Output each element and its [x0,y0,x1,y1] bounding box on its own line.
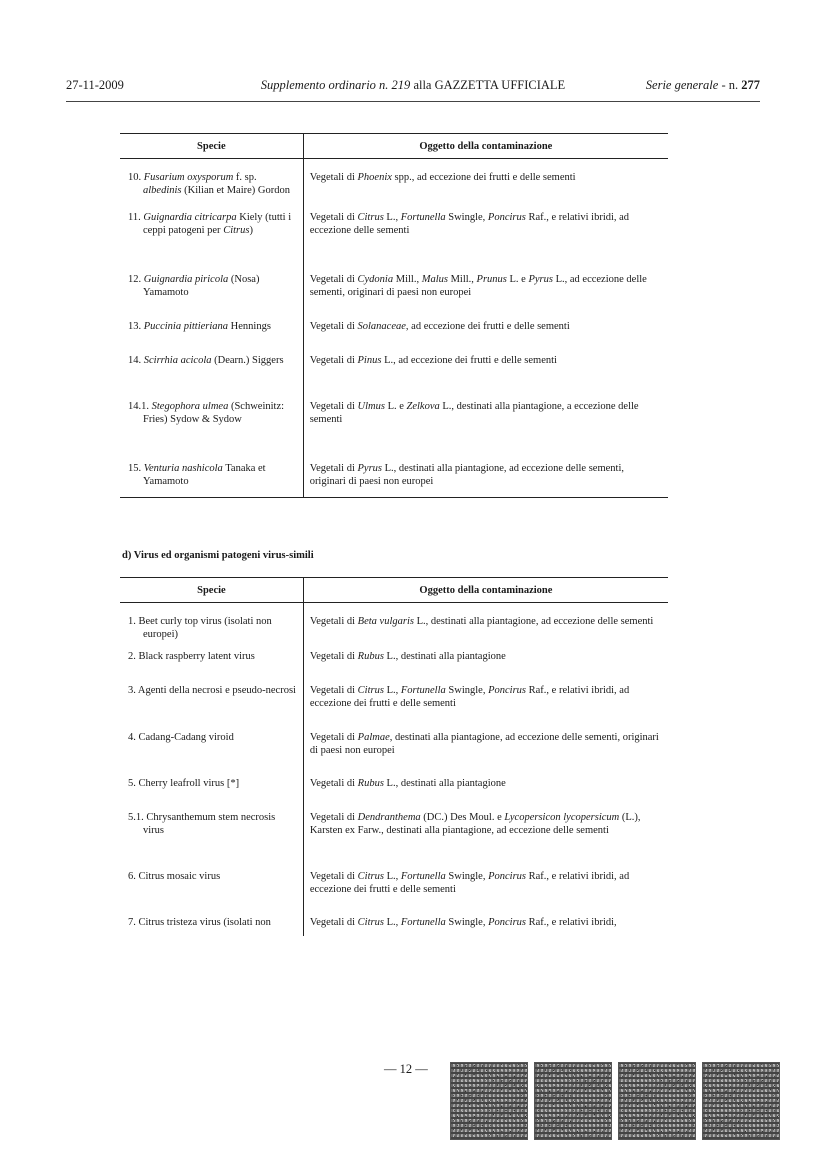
table-row [120,273,668,320]
header-date: 27-11-2009 [66,78,124,92]
species-name [128,916,297,929]
species-name [128,320,297,333]
contamination-object-cell [303,159,668,211]
italic-term: Dendranthema [357,811,421,823]
species-name [128,731,297,744]
species-cell [120,462,303,498]
species-name [128,615,297,641]
text-run: 13. [128,320,144,332]
text-run: Swingle, [445,870,489,882]
header-series-plain: - n. [718,78,742,92]
contamination-object-cell [303,684,668,731]
text-run: Tanaka et Yamamoto [143,462,266,487]
contamination-object-cell [303,211,668,273]
italic-term: Venturia nashicola [143,462,223,474]
italic-term: Prunus [476,273,507,285]
text-run: 11. [128,211,144,223]
text-run: Raf., e relativi ibridi, ad eccezione dei frutti e delle sementi [309,870,630,895]
text-run: (Nosa) Yamamoto [143,273,260,298]
header-series [646,78,760,93]
header-rule [66,101,760,102]
species-name [128,171,297,197]
contamination-object-cell [303,320,668,354]
table-row [120,650,668,684]
header-publication-italic: Supplemento ordinario n. 219 [260,78,411,92]
species-cell [120,400,303,462]
text-run: L., [383,684,401,696]
table-row [120,777,668,811]
italic-term: Poncirus [488,684,526,696]
species-cell [120,211,303,273]
italic-term: Palmae [357,731,390,743]
italic-term: Pinus [357,354,382,366]
text-run: 1. Beet curly top virus (isolati non europei) [128,616,272,640]
italic-term: Fortunella [400,870,446,882]
table-row [120,400,668,462]
species-name [128,777,297,790]
table-body [120,603,668,936]
text-run: 7. Citrus tristeza virus (isolati non [128,916,271,928]
species-cell [120,650,303,684]
italic-term: Pyrus [357,462,383,474]
text-run: 15. [128,462,144,474]
species-cell [120,731,303,777]
contamination-object-cell [303,916,668,936]
text-run: Vegetali di [309,650,358,662]
text-run: 2. Black raspberry latent virus [128,650,255,662]
species-cell [120,354,303,400]
contamination-object-cell [303,731,668,777]
text-run: Mill., [447,273,477,285]
text-run: Hennings [228,320,271,332]
italic-term: Cydonia [357,273,394,285]
contamination-object-cell [303,462,668,498]
species-name [128,870,297,883]
italic-term: Poncirus [488,870,526,882]
italic-term: Puccinia pittieriana [143,320,229,332]
text-run: Vegetali di [309,731,358,743]
italic-term: Scirrhia acicola [143,354,212,366]
contamination-object-cell [303,650,668,684]
text-run: 5.1. Chrysanthemum stem necrosis virus [128,811,276,836]
italic-term: albedinis [143,185,182,196]
italic-term: Pyrus [528,273,553,285]
header-series-italic: Serie generale [645,78,719,92]
text-run: 6. Citrus mosaic virus [128,870,221,882]
verification-code-image [702,1062,780,1140]
italic-term: Rubus [357,777,384,789]
verification-code-image [534,1062,612,1140]
text-run: Raf., e relativi ibridi, [526,916,617,928]
text-run: Vegetali di [309,811,358,823]
species-name [128,811,297,837]
italic-term: Solanaceae [357,320,406,332]
table-row [120,603,668,650]
table-row [120,870,668,916]
text-run: Vegetali di [309,870,358,882]
species-name [128,354,297,367]
italic-term: Zelkova [406,400,440,412]
italic-term: Fusarium oxysporum [143,172,234,183]
text-run: L., destinati alla piantagione, ad eccezione delle sementi, originari di paesi non europei [309,462,624,487]
table-row [120,211,668,273]
italic-term: Rubus [357,650,384,662]
species-cell [120,273,303,320]
table-header-row [120,578,668,603]
species-cell [120,916,303,936]
text-run: L., destinati alla piantagione [383,650,506,662]
text-run: Vegetali di [309,320,358,332]
text-run: Vegetali di [309,916,358,928]
italic-term: Guignardia piricola [143,273,229,285]
text-run: L., [383,211,401,223]
table-row [120,684,668,731]
section-title: d) Virus ed organismi patogeni virus-simili [122,550,314,561]
italic-term: Citrus [357,684,384,696]
table-row [120,159,668,211]
italic-term: Poncirus [487,211,526,223]
italic-term: Citrus [357,916,384,928]
species-cell [120,811,303,870]
italic-term: Citrus [357,211,384,223]
verification-codes [450,1062,780,1138]
text-run: L., destinati alla piantagione, a eccezione delle sementi [309,400,639,425]
contamination-object-cell [303,870,668,916]
species-cell [120,320,303,354]
species-cell [120,159,303,211]
species-cell [120,603,303,650]
text-run: f. sp. [233,172,257,183]
species-name [128,400,297,426]
text-run: (Kilian et Maire) Gordon [181,185,290,196]
contamination-object-cell [303,273,668,320]
italic-term: Guignardia citricarpa [143,211,237,223]
text-run: Raf., e relativi ibridi, ad eccezione delle sementi [309,211,630,236]
contamination-object-cell [303,400,668,462]
page-number: — 12 — [384,1062,428,1076]
table-row [120,811,668,870]
species-cell [120,870,303,916]
text-run: Vegetali di [309,273,358,285]
text-run: Vegetali di [309,354,358,366]
text-run: Vegetali di [309,400,358,412]
text-run: 12. [128,273,144,285]
text-run: Swingle, [445,916,489,928]
contamination-table-virus [120,577,668,936]
text-run: 14. [128,354,144,366]
header-series-number: 277 [741,78,760,92]
text-run: 10. [128,172,144,183]
italic-term: Malus [421,273,448,285]
column-header-object: Oggetto della contaminazione [303,134,668,159]
italic-term: Ulmus [357,400,385,412]
species-name [128,650,297,663]
column-header-species: Specie [120,578,303,603]
text-run: Vegetali di [309,172,358,183]
italic-term: Stegophora ulmea [151,400,229,412]
species-name [128,211,297,237]
text-run: L. e [384,400,407,412]
text-run: Vegetali di [309,684,358,696]
table-row [120,731,668,777]
text-run: Vegetali di [309,211,358,223]
header-publication-plain: alla GAZZETTA UFFICIALE [410,78,566,92]
contamination-object-cell [303,777,668,811]
text-run: ) [249,224,253,236]
table-row [120,462,668,498]
text-run: L., ad eccezione dei frutti e delle sementi [381,354,557,366]
text-run: Vegetali di [309,616,358,627]
contamination-object-cell [303,603,668,650]
species-cell [120,777,303,811]
text-run: L., [383,916,401,928]
italic-term: Beta vulgaris [357,616,414,627]
contamination-object-cell [303,354,668,400]
italic-term: Citrus [223,224,250,236]
species-name [128,684,297,697]
italic-term: Fortunella [400,684,446,696]
text-run: Kiely (tutti i ceppi patogeni per [143,211,292,236]
text-run: (L.), Karsten ex Farw., destinati alla piantagione, ad eccezione delle sementi [309,811,641,836]
table-header-row [120,134,668,159]
text-run: spp., ad eccezione dei frutti e delle sementi [391,172,576,183]
text-run: Vegetali di [309,462,358,474]
text-run: Mill., [393,273,422,285]
text-run: Swingle, [445,684,489,696]
text-run: 4. Cadang-Cadang viroid [128,731,234,743]
verification-code-image [618,1062,696,1140]
text-run: , ad eccezione dei frutti e delle sementi [405,320,570,332]
text-run: Swingle, [445,211,488,223]
text-run: (DC.) Des Moul. e [420,811,505,823]
contamination-table-fungi [120,133,668,498]
contamination-object-cell [303,811,668,870]
species-cell [120,684,303,731]
species-name [128,462,297,488]
table-body [120,159,668,498]
column-header-object: Oggetto della contaminazione [303,578,668,603]
text-run: Raf., e relativi ibridi, ad eccezione dei frutti e delle sementi [309,684,630,709]
italic-term: Lycopersicon lycopersicum [504,811,620,823]
text-run: L. e [506,273,529,285]
text-run: (Schweinitz: Fries) Sydow & Sydow [143,400,285,425]
text-run: L., destinati alla piantagione [383,777,506,789]
table-row [120,354,668,400]
text-run: 3. Agenti della necrosi e pseudo-necrosi [128,684,296,696]
species-name [128,273,297,299]
text-run: , destinati alla piantagione, ad eccezione delle sementi, originari di paesi non europei [309,731,659,756]
text-run: Vegetali di [309,777,358,789]
italic-term: Phoenix [357,172,392,183]
italic-term: Citrus [357,870,384,882]
text-run: 5. Cherry leafroll virus [*] [128,777,240,789]
text-run: 14.1. [128,400,152,412]
text-run: (Dearn.) Siggers [211,354,284,366]
italic-term: Fortunella [400,211,446,223]
text-run: L., destinati alla piantagione, ad eccezione delle sementi [413,616,654,627]
text-run: L., ad eccezione delle sementi, originari di paesi non europei [309,273,647,298]
table-row [120,320,668,354]
page-header [66,78,760,98]
italic-term: Fortunella [400,916,446,928]
table-row [120,916,668,936]
italic-term: Poncirus [488,916,526,928]
column-header-species: Specie [120,134,303,159]
verification-code-image [450,1062,528,1140]
text-run: L., [383,870,401,882]
